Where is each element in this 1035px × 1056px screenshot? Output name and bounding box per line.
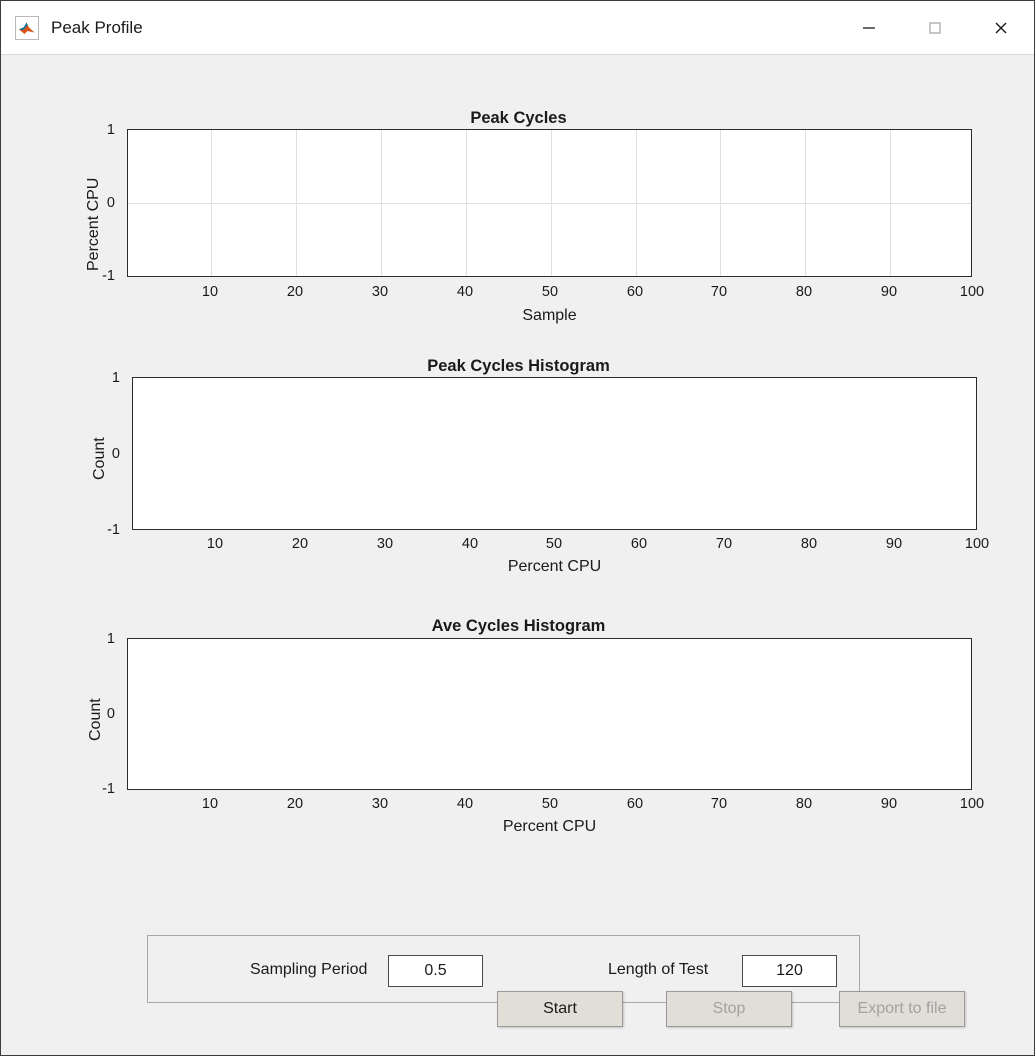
x-tick: 70 (715, 536, 733, 552)
client-area (1, 55, 1034, 1055)
x-tick: 80 (795, 284, 813, 300)
export-to-file-button[interactable]: Export to file (839, 991, 965, 1027)
axes-peak-cycles[interactable] (127, 129, 972, 277)
x-tick: 10 (201, 796, 219, 812)
x-axis-label: Sample (522, 307, 577, 324)
x-tick: 80 (795, 796, 813, 812)
x-tick: 90 (880, 796, 898, 812)
x-tick: 60 (626, 796, 644, 812)
chart-title: Peak Cycles (470, 109, 567, 127)
window-title: Peak Profile (51, 17, 143, 37)
x-tick: 20 (286, 284, 304, 300)
x-tick: 10 (206, 536, 224, 552)
y-tick: -1 (107, 522, 120, 538)
x-tick: 20 (291, 536, 309, 552)
x-tick: 10 (201, 284, 219, 300)
chart-title: Ave Cycles Histogram (431, 617, 606, 635)
y-axis-label: Count (87, 698, 104, 741)
x-tick: 60 (630, 536, 648, 552)
start-button[interactable]: Start (497, 991, 623, 1027)
minimize-button[interactable] (836, 1, 902, 54)
x-tick: 40 (456, 284, 474, 300)
sampling-period-input[interactable] (388, 955, 483, 987)
x-tick: 40 (461, 536, 479, 552)
close-button[interactable] (968, 1, 1034, 54)
x-tick: 90 (880, 284, 898, 300)
y-tick: 0 (111, 446, 120, 462)
y-tick: -1 (102, 781, 115, 797)
x-tick: 20 (286, 796, 304, 812)
x-tick: 70 (710, 796, 728, 812)
x-tick: 30 (371, 796, 389, 812)
x-tick: 50 (541, 284, 559, 300)
axes-peak-cycles-histogram[interactable] (132, 377, 977, 530)
title-bar (1, 1, 1034, 55)
x-tick: 100 (964, 536, 990, 552)
x-tick: 50 (545, 536, 563, 552)
maximize-button[interactable] (902, 1, 968, 54)
x-tick: 100 (959, 796, 985, 812)
y-axis-label: Percent CPU (85, 177, 102, 271)
y-tick: 0 (106, 195, 115, 211)
x-tick: 30 (371, 284, 389, 300)
y-tick: 1 (106, 122, 115, 138)
x-tick: 90 (885, 536, 903, 552)
sampling-period-label: Sampling Period (250, 961, 368, 978)
gridline (128, 203, 971, 204)
y-tick: 0 (106, 706, 115, 722)
x-axis-label: Percent CPU (502, 818, 597, 835)
axes-ave-cycles-histogram[interactable] (127, 638, 972, 790)
x-tick: 100 (959, 284, 985, 300)
x-tick: 80 (800, 536, 818, 552)
y-tick: -1 (102, 268, 115, 284)
matlab-icon (15, 16, 39, 40)
y-tick: 1 (111, 370, 120, 386)
length-of-test-label: Length of Test (608, 961, 709, 978)
y-axis-label: Count (91, 437, 108, 480)
x-tick: 30 (376, 536, 394, 552)
x-tick: 40 (456, 796, 474, 812)
chart-title: Peak Cycles Histogram (427, 357, 610, 375)
x-tick: 60 (626, 284, 644, 300)
x-tick: 70 (710, 284, 728, 300)
length-of-test-input[interactable] (742, 955, 837, 987)
x-axis-label: Percent CPU (507, 558, 602, 575)
x-tick: 50 (541, 796, 559, 812)
stop-button[interactable]: Stop (666, 991, 792, 1027)
y-tick: 1 (106, 631, 115, 647)
